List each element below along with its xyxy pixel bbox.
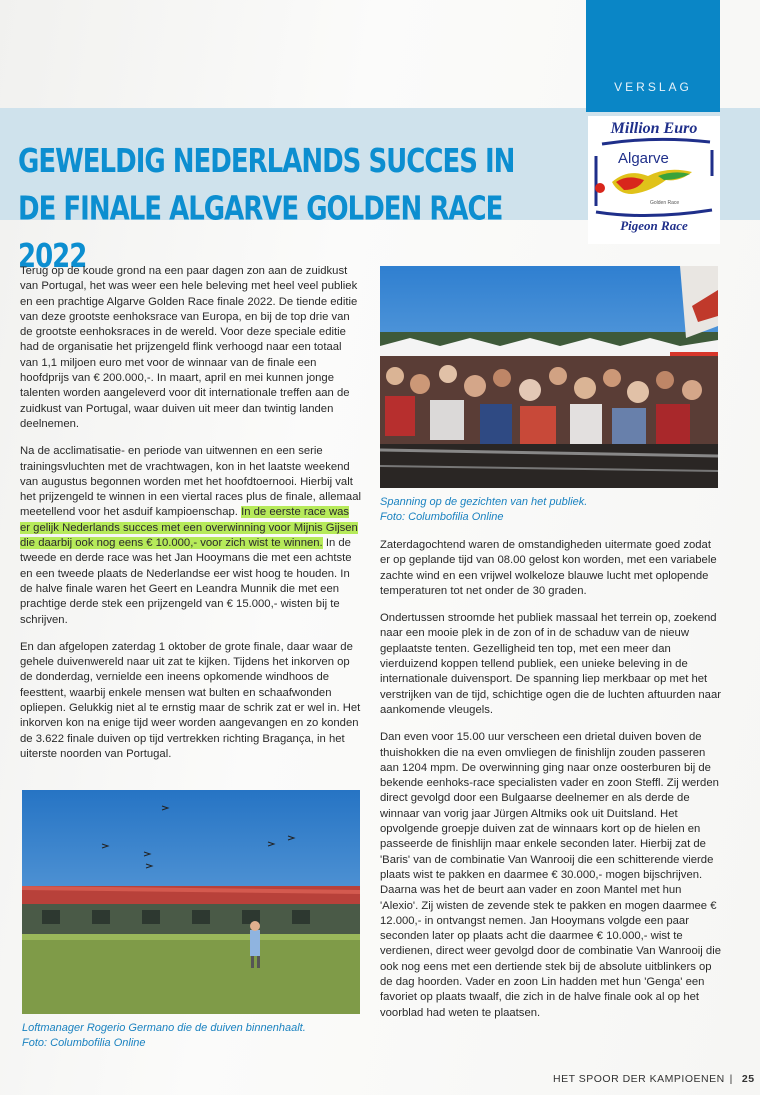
page-number: 25 bbox=[741, 1073, 755, 1085]
article-paragraph-3: En dan afgelopen zaterdag 1 oktober de grote finale, daar waar de gehele duivenwereld naar uit zat te kijken. Tijdens het inkorven op de donderdag, vernielde een ineens opkomende windhoos de feesttent, waarbij enkele mensen wat bulten en schaafwonden opliepen. Gelukkig niet al te ernstig maar de schrik zat er wel in. Het inkorven kon na enige tijd weer worden aangevangen en zo konden de 3.622 finale duiven op tijd vertrekken richting Bragança, in het uiterste noorden van Portugal. bbox=[20, 640, 361, 760]
article-column-left bbox=[20, 264, 362, 774]
highlighted-text: In de eerste race was er gelijk Nederlands succes met een overwinning voor Mijnis Gijsen die daarbij ook nog eens € 10.000,- voor zich wist te winnen. bbox=[20, 506, 358, 550]
loft-photo-image bbox=[22, 790, 360, 1014]
photo-credit: Foto: Columbofilia Online bbox=[380, 511, 504, 523]
photo-credit: Foto: Columbofilia Online bbox=[22, 1037, 146, 1049]
logo-text-million-euro: Million Euro bbox=[610, 120, 698, 137]
loft-photo bbox=[22, 790, 360, 1014]
magazine-name: HET SPOOR DER KAMPIOENEN bbox=[553, 1073, 725, 1085]
page-footer bbox=[553, 1073, 755, 1085]
headline-line-2: DE FINALE ALGARVE GOLDEN RACE 2022 bbox=[18, 190, 503, 276]
headline bbox=[18, 138, 578, 281]
crowd-photo-caption bbox=[380, 495, 720, 525]
crowd-photo-image bbox=[380, 266, 718, 488]
caption-text: Loftmanager Rogerio Germano die de duiven binnenhaalt. bbox=[22, 1022, 306, 1034]
section-label: VERSLAG bbox=[586, 0, 720, 112]
article-paragraph-2-end: In de tweede en derde race was het Jan Hooymans die met een achtste en een tweede plaats de Nederlandse eer wist hoog te houden. In de halve finale waren het Geert en Leandra Munnik die met een prachtige derde stek een prijzengeld van € 15.000,- wisten bij te schrijven. bbox=[20, 537, 352, 626]
loft-photo-caption bbox=[22, 1021, 362, 1051]
footer-separator: | bbox=[729, 1073, 733, 1085]
article-paragraph-2 bbox=[20, 444, 362, 628]
article-paragraph-1: Terug op de koude grond na een paar dagen zon aan de zuidkust van Portugal, het was weer een hele beleving met heel veel publiek en een prachtige Algarve Golden Race finale 2022. De tiende editie van deze grootste eenhoksrace van Europa, en bij de top drie van de grootste eenhoksraces in de wereld. Voor deze speciale editie had de organisatie het prijzengeld flink verhoogd naar een totaal van 1,1 miljoen euro met voor de winnaar van de finale een hoofdprijs van € 200.000,-. In maart, april en mei kunnen jonge talenten worden aangeleverd voor dit internationale treffen aan de zuidkust van Portugal, waar duiven uit meer dan twintig landen deelnemen. bbox=[20, 265, 358, 430]
logo-text-pigeon-race: Pigeon Race bbox=[620, 218, 688, 233]
logo-text-golden-race: Golden Race bbox=[650, 200, 680, 206]
caption-text: Spanning op de gezichten van het publiek. bbox=[380, 496, 588, 508]
headline-line-1: GEWELDIG NEDERLANDS SUCCES IN bbox=[18, 143, 515, 181]
algarve-race-logo bbox=[588, 116, 720, 244]
article-paragraph-6: Dan even voor 15.00 uur verscheen een drietal duiven boven de thuishokken die na even omvliegen de finishlijn zouden passeren aan 1204 mpm. De overwinning ging naar onze oosterburen bij de bekende eenhoks-race specialisten vader en zoon Steffl. Zij werden direct gevolgd door een Bulgaarse deelnemer en als derde de winnaar van vorig jaar Jürgen Altmiks ook uit Duitsland. Het opvolgende groepje duiven zat de winnaars kort op de hielen en passeerde de finishlijn maar enkele seconden later. Hierbij zat de 'Baris' van de combinatie Van Wanrooij die een schitterende vierde plaats wist te pakken en daarmee € 30.000,- mogen bijschrijven. Daarna was het de beurt aan vader en zoon Mantel met hun 'Alexio'. Zij wisten de zevende stek te pakken en mogen daarmee € 12.000,- in ontvangst nemen. Jan Hooymans volgde een paar seconden later op plaats acht die daarmee € 10.000,- wist te verdienen, direct weer gevolgd door de combinatie Van Wanrooij die ook nog eens met een dertiende stek bij de absolute uitblinkers op de dag hoorden. Vader en zoon Lin hadden met hun 'Genga' een favoriet op plaats twaalf, die zich in de halve finale ook al op het voorblad had weten te plaatsen. bbox=[380, 731, 721, 1019]
crowd-photo bbox=[380, 266, 718, 488]
logo-text-algarve: Algarve bbox=[618, 150, 669, 167]
article-paragraph-2-start: Na de acclimatisatie- en periode van uitwennen en een serie trainingsvluchten met de vrachtwagen, kon in het laatste weekend van augustus begonnen worden met het hoofdtoernooi. Hierbij valt het prijzengeld te winnen in een viertal races plus de finale, allemaal meetellend voor het asduif kampioenschap. bbox=[20, 445, 361, 519]
article-paragraph-5: Ondertussen stroomde het publiek massaal het terrein op, zoekend naar een mooie plek in de zon of in de schaduw van de nieuw geplaatste tenten. Gezelligheid ten top, met een meer dan vierduizend koppen tellend publiek, een unieke beleving in de internationale duivensport. De spanning liep merkbaar op met het verstrijken van de tijd, schichtige ogen die de luchten aftuurden naar aankomende vleugels. bbox=[380, 612, 722, 716]
article-column-right bbox=[380, 538, 722, 1033]
article-paragraph-4: Zaterdagochtend waren de omstandigheden uitermate goed zodat er op geplande tijd van 08.00 gelost kon worden, met een variabele zachte wind en een vrijwel wolkeloze blauwe lucht met oplopende temperaturen tot net onder de 30 graden. bbox=[380, 539, 717, 597]
